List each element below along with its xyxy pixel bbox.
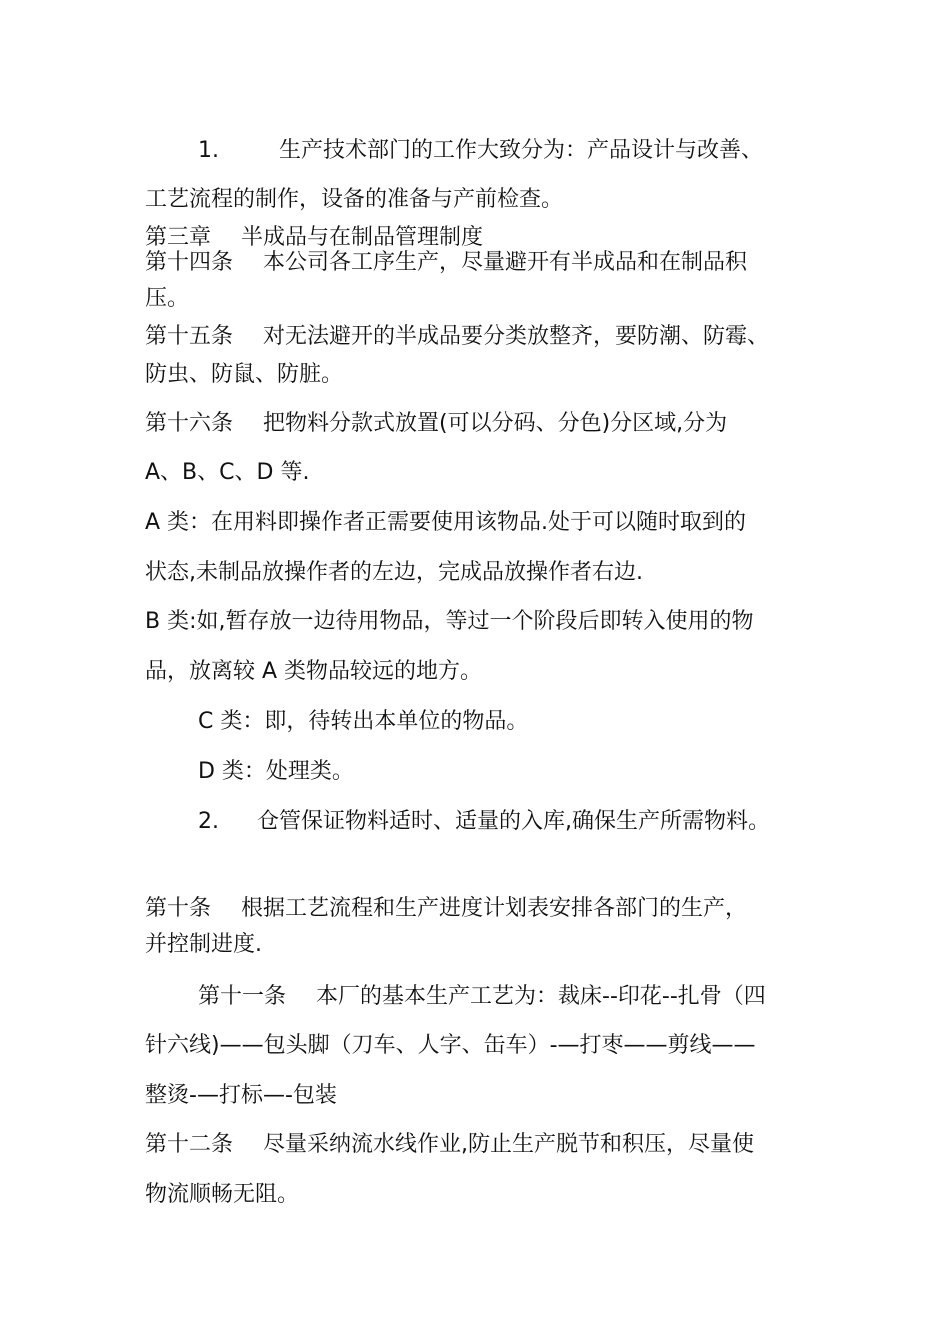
article-12-line-1 — [145, 1131, 754, 1159]
article-10-text-a: 根据工艺流程和生产进度计划表安排各部门的生产， — [241, 896, 748, 921]
article-10-line-1 — [145, 895, 747, 923]
article-11-line-1 — [198, 983, 766, 1011]
article-16-text-b: A、B、C、D 等. — [145, 460, 310, 485]
article-15-line-2 — [145, 361, 343, 389]
article-14-line-1 — [145, 249, 747, 277]
class-b-text-b: 品，放离较 A 类物品较远的地方。 — [145, 659, 483, 684]
article-11-text-a: 本厂的基本生产工艺为：裁床--印花--扎骨（四 — [316, 984, 766, 1009]
article-11-text-b: 针六线)——包头脚（刀车、人字、缶车）-—打枣——剪线—— — [145, 1033, 756, 1058]
article-16-line-1 — [145, 410, 727, 438]
item-2-number: 2. — [198, 809, 219, 834]
item-1-text-a: 生产技术部门的工作大致分为：产品设计与改善、 — [279, 138, 764, 163]
class-a-text-a: A 类：在用料即操作者正需要使用该物品.处于可以随时取到的 — [145, 510, 747, 535]
chapter-3-heading — [145, 224, 483, 252]
article-15-text-a: 对无法避开的半成品要分类放整齐，要防潮、防霉、 — [263, 324, 770, 349]
article-15-label: 第十五条 — [145, 324, 234, 349]
class-c-line — [198, 708, 528, 736]
article-14-label: 第十四条 — [145, 250, 234, 275]
item-1-line-2 — [145, 186, 563, 214]
article-16-text-a: 把物料分款式放置(可以分码、分色)分区域,分为 — [263, 411, 728, 436]
article-16-line-2 — [145, 459, 309, 487]
article-12-text-b: 物流顺畅无阻。 — [145, 1182, 300, 1207]
article-11-line-2 — [145, 1032, 756, 1060]
item-1-line-1 — [198, 137, 763, 165]
article-12-label: 第十二条 — [145, 1132, 234, 1157]
class-c-text: C 类：即，待转出本单位的物品。 — [198, 709, 529, 734]
article-10-text-b: 并控制进度. — [145, 932, 262, 957]
article-10-label: 第十条 — [145, 896, 212, 921]
class-d-text: D 类：处理类。 — [198, 759, 354, 784]
article-15-line-1 — [145, 323, 769, 351]
article-11-text-c: 整烫-—打标—-包装 — [145, 1083, 337, 1108]
article-14-line-2 — [145, 285, 189, 313]
article-11-line-3 — [145, 1082, 337, 1110]
class-d-line — [198, 758, 354, 786]
class-a-line-2 — [145, 559, 643, 587]
article-10-line-2 — [145, 931, 262, 959]
chapter-3-label: 第三章 — [145, 225, 212, 250]
article-12-line-2 — [145, 1181, 299, 1209]
item-1-number: 1. — [198, 138, 219, 163]
item-2-text: 仓管保证物料适时、适量的入库,确保生产所需物料。 — [257, 809, 770, 834]
class-b-text-a: B 类:如,暂存放一边待用物品，等过一个阶段后即转入使用的物 — [145, 609, 754, 634]
item-2-line — [198, 808, 770, 836]
class-b-line-2 — [145, 658, 482, 686]
class-a-text-b: 状态,未制品放操作者的左边，完成品放操作者右边. — [145, 560, 643, 585]
article-14-text-a: 本公司各工序生产，尽量避开有半成品和在制品积 — [263, 250, 748, 275]
class-b-line-1 — [145, 608, 754, 636]
class-a-line-1 — [145, 509, 746, 537]
article-15-text-b: 防虫、防鼠、防脏。 — [145, 362, 344, 387]
article-11-label: 第十一条 — [198, 984, 287, 1009]
article-16-label: 第十六条 — [145, 411, 234, 436]
article-12-text-a: 尽量采纳流水线作业,防止生产脱节和积压，尽量使 — [263, 1132, 755, 1157]
article-14-text-b: 压。 — [145, 286, 190, 311]
item-1-text-b: 工艺流程的制作，设备的准备与产前检查。 — [145, 187, 564, 212]
chapter-3-title: 半成品与在制品管理制度 — [241, 225, 484, 250]
